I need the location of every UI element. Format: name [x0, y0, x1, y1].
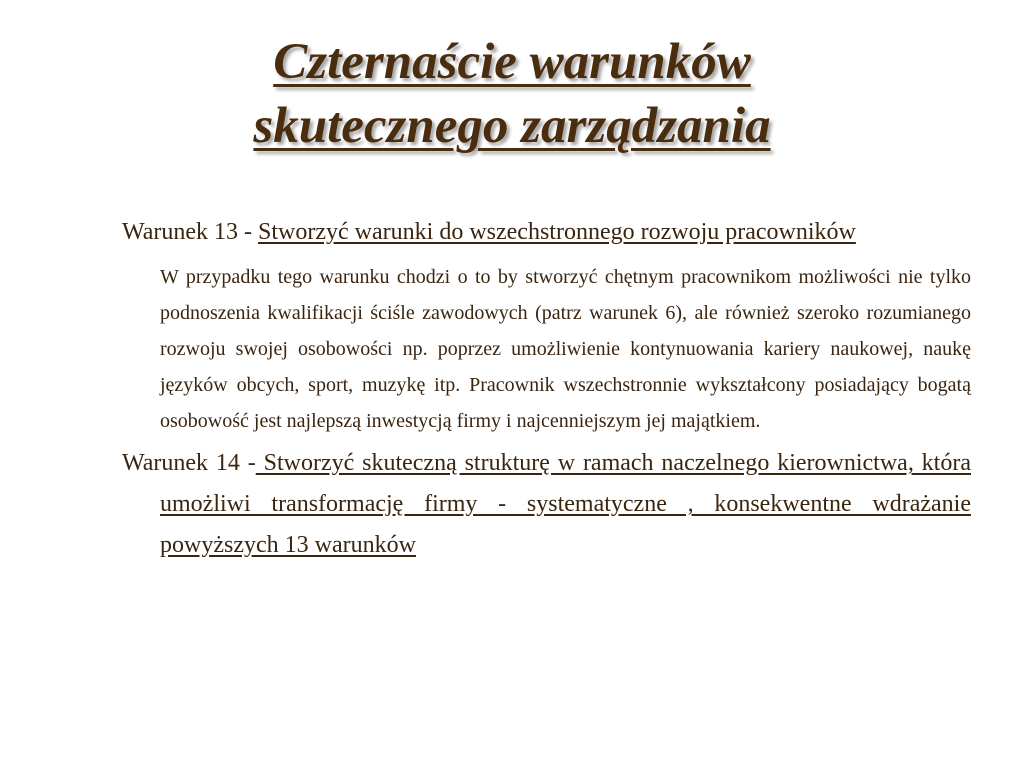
condition-13-heading: Stworzyć warunki do wszechstronnego rozwoju pracowników	[258, 219, 856, 245]
title-line-2: skutecznego zarządzania	[253, 98, 771, 154]
slide-content	[122, 212, 971, 566]
condition-13-description: W przypadku tego warunku chodzi o to by stworzyć chętnym pracownikom możliwości nie tylko podnoszenia kwalifikacji ściśle zawodowych (patrz warunek 6), ale również szeroko rozumianego rozwoju swojej osobowości np. poprzez umożliwienie kontynuowania kariery naukowej, naukę języków obcych, sport, muzykę itp. Pracownik wszechstronnie wykształcony posiadający bogatą osobowość jest najlepszą inwestycją firmy i najcenniejszym jej majątkiem.	[160, 266, 971, 432]
condition-14-heading: Stworzyć skuteczną strukturę w ramach naczelnego kierownictwa, która umożliwi transformację firmy - systematyczne , konsekwentne wdrażanie powyższych 13 warunków	[160, 450, 971, 558]
condition-14	[122, 443, 971, 566]
condition-13	[122, 212, 971, 253]
condition-13-description-block	[122, 259, 971, 439]
slide-title	[0, 30, 1024, 158]
title-line-1: Czternaście warunków	[273, 34, 751, 90]
condition-13-label: Warunek 13 -	[122, 219, 259, 245]
condition-14-label: Warunek 14 -	[122, 450, 256, 476]
